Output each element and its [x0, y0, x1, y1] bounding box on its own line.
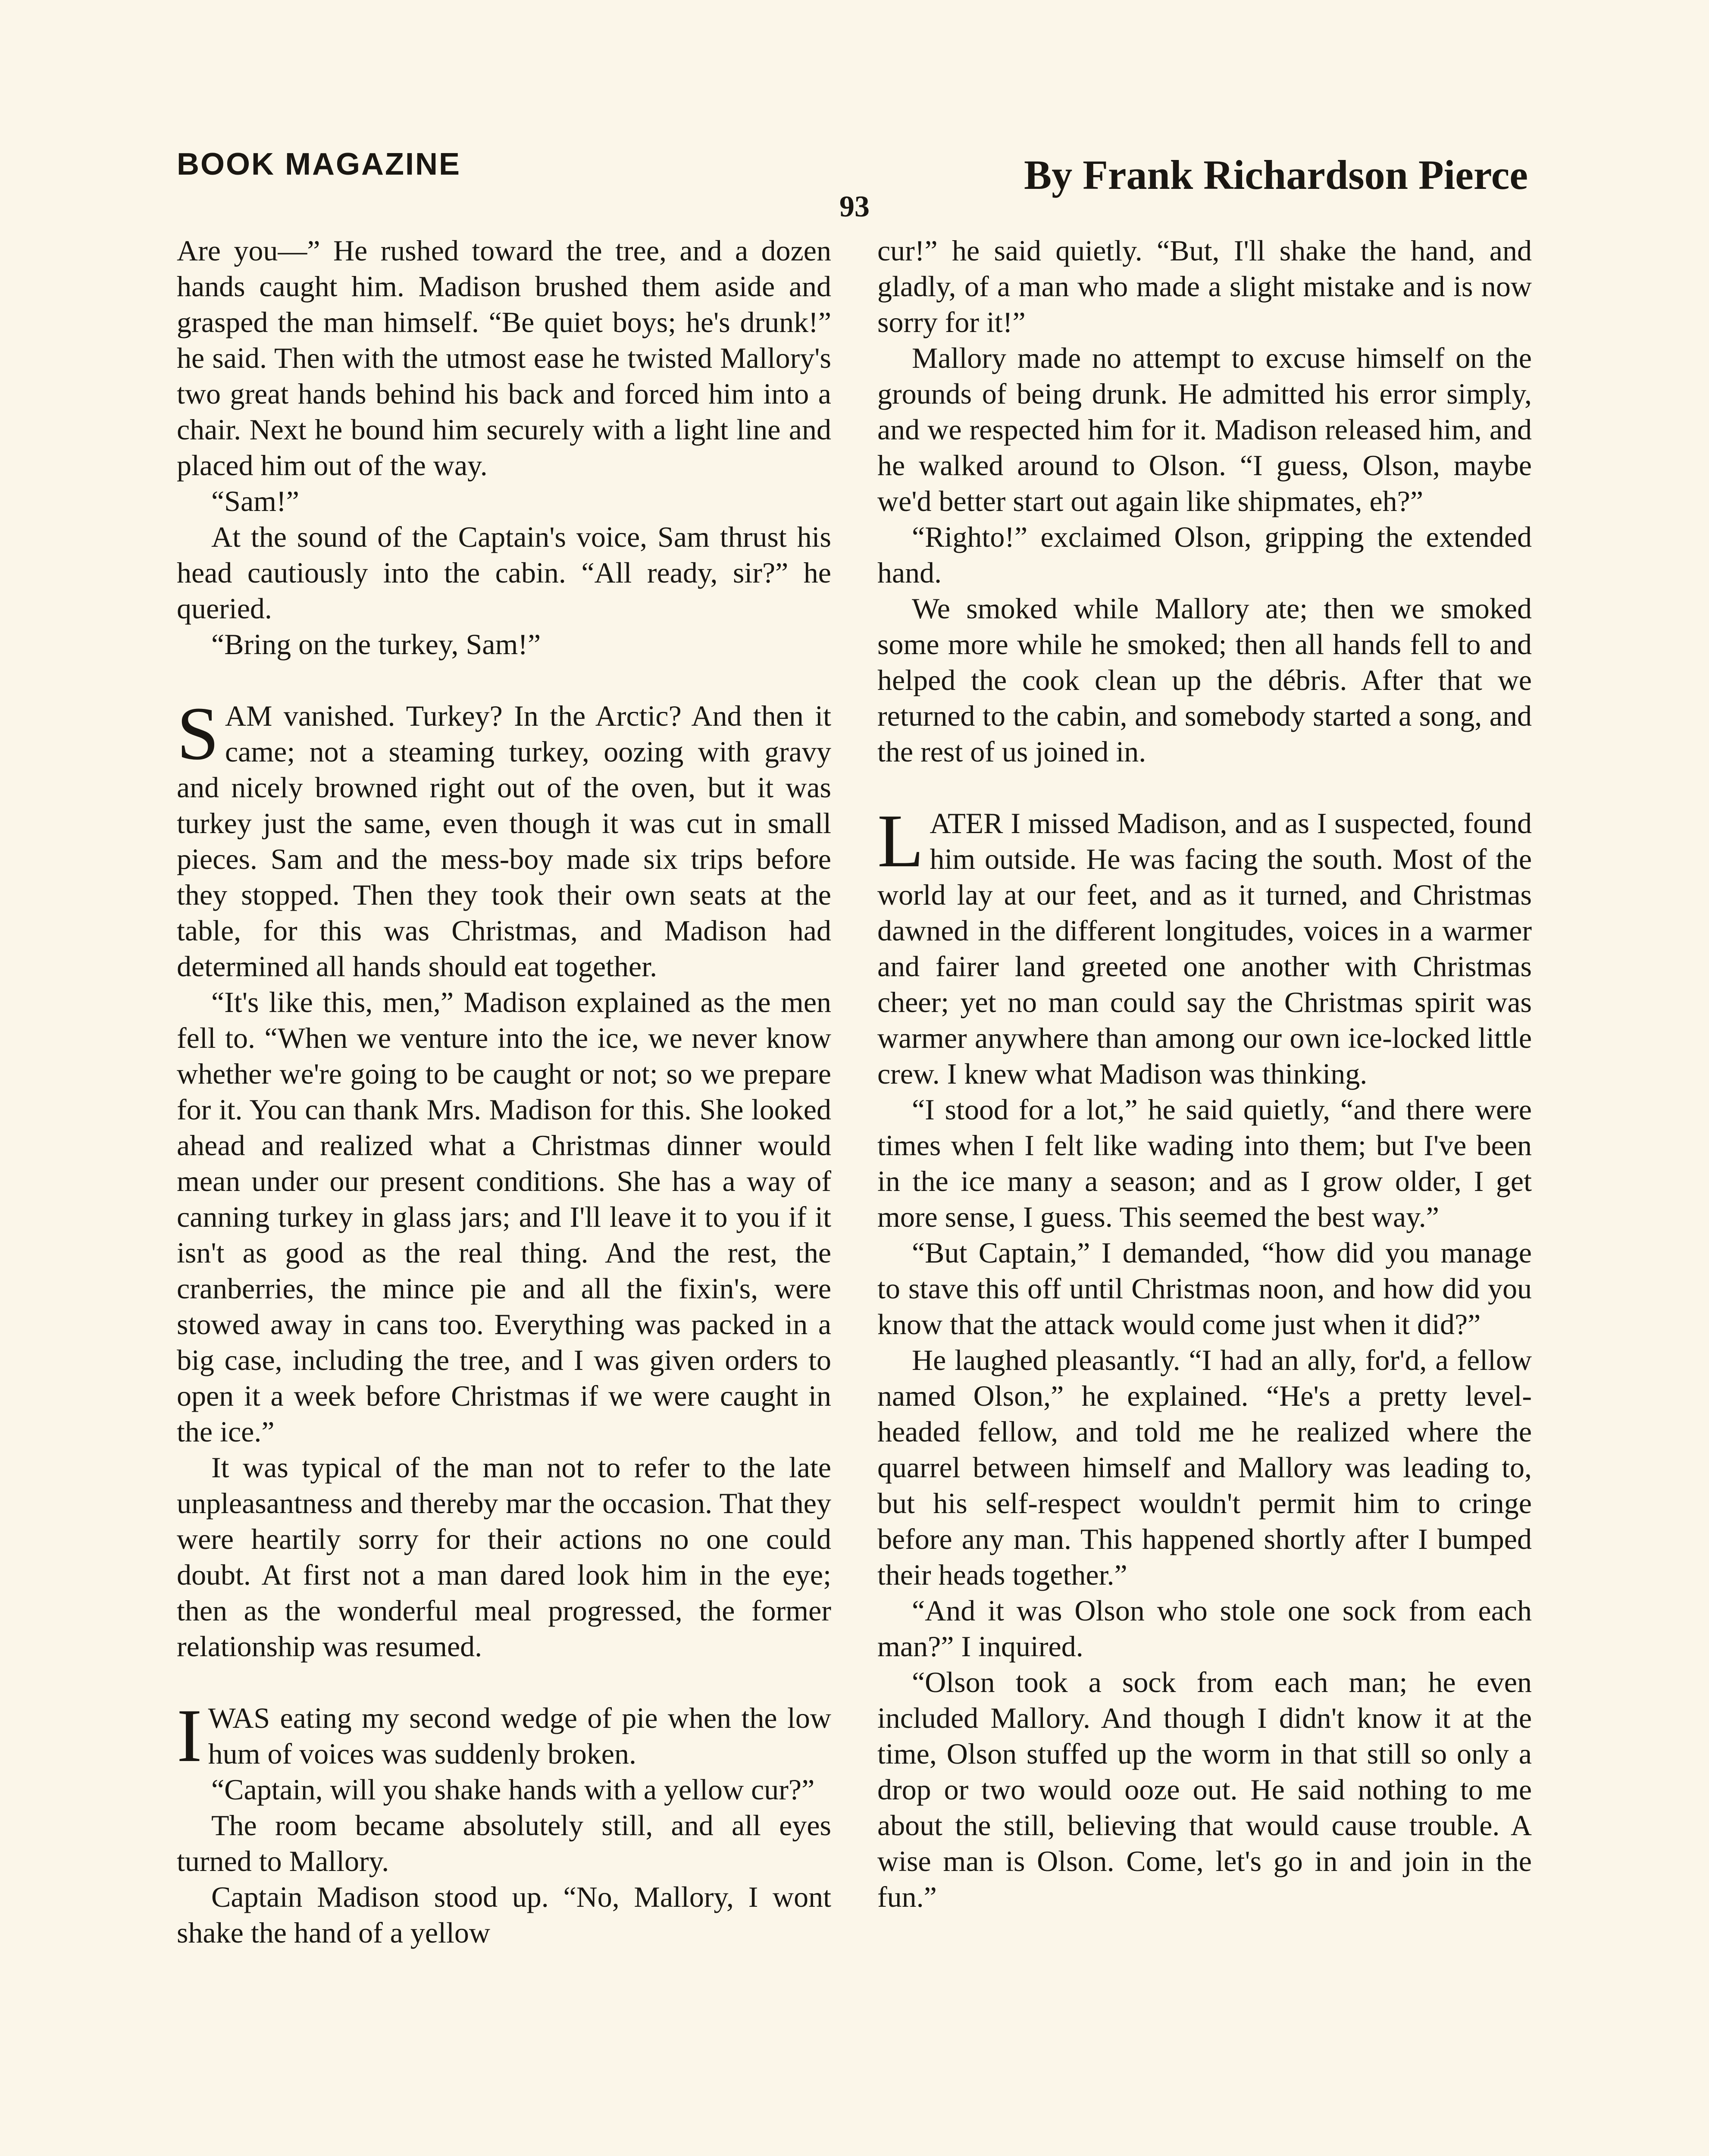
paragraph: “I stood for a lot,” he said quietly, “and there were times when I felt like wading into them; but I've been in the ice many a season; and as I grow older, I get more sense, I guess. This seemed the best way.”	[877, 1093, 1532, 1233]
section-paragraph	[877, 799, 1532, 1092]
right-column	[877, 233, 1532, 1915]
paragraph: “And it was Olson who stole one sock from each man?” I inquired.	[877, 1594, 1532, 1663]
paragraph: Mallory made no attempt to excuse himself on the grounds of being drunk. He admitted his error simply, and we respected him for it. Madison released him, and he walked around to Olson. “I guess, Olson, maybe we'd better start out again like shipmates, eh?”	[877, 342, 1532, 517]
paragraph-text: AM vanished. Turkey? In the Arctic? And then it came; not a steaming turkey, oozing with gravy and nicely browned right out of the oven, but it was turkey just the same, even though it was cut in small pieces. Sam and the mess-boy made six trips before they stopped. Then they took their own seats at the table, for this was Christmas, and Madison had determined all hands should eat together.	[177, 699, 831, 983]
section-paragraph	[177, 1694, 831, 1778]
paragraph: It was typical of the man not to refer to the late unpleasantness and thereby mar the occasion. That they were heartily sorry for their actions no one could doubt. At first not a man dared look him in the eye; then as the wonderful meal progressed, the former relationship was resumed.	[177, 1451, 831, 1663]
paragraph: “It's like this, men,” Madison explained as the men fell to. “When we venture into the ice, we never know whether we're going to be caught or not; so we prepare for it. You can thank Mrs. Madison for this. She looked ahead and realized what a Christmas dinner would mean under our present conditions. She has a way of canning turkey in glass jars; and I'll leave it to you if it isn't as good as the real thing. And the rest, the cranberries, the mince pie and all the fixin's, were stowed away in cans too. Everything was packed in a big case, including the tree, and I was given orders to open it a week before Christmas if we were caught in the ice.”	[177, 986, 831, 1448]
drop-cap: L	[877, 799, 924, 883]
section-paragraph	[177, 692, 831, 984]
magazine-title: BOOK MAGAZINE	[177, 147, 461, 182]
paragraph: Captain Madison stood up. “No, Mallory, I wont shake the hand of a yellow	[177, 1880, 831, 1949]
paragraph: “Righto!” exclaimed Olson, gripping the extended hand.	[877, 520, 1532, 589]
paragraph: Are you—” He rushed toward the tree, and a dozen hands caught him. Madison brushed them aside and grasped the man himself. “Be quiet boys; he's drunk!” he said. Then with the utmost ease he twisted Mallory's two great hands behind his back and forced him into a chair. Next he bound him securely with a light line and placed him out of the way.	[177, 234, 831, 482]
paragraph: “Olson took a sock from each man; he even included Mallory. And though I didn't know it at the time, Olson stuffed up the worm in that still so only a drop or two would ooze out. He said nothing to me about the still, believing that would cause trouble. A wise man is Olson. Come, let's go in and join in the fun.”	[877, 1666, 1532, 1913]
author-byline: By Frank Richardson Pierce	[1024, 152, 1528, 198]
paragraph-text: WAS eating my second wedge of pie when the low hum of voices was suddenly broken.	[208, 1702, 831, 1770]
page-number: 93	[839, 190, 870, 223]
paragraph: “Captain, will you shake hands with a yellow cur?”	[211, 1773, 815, 1806]
left-column	[177, 233, 831, 1951]
drop-cap: S	[177, 692, 219, 776]
paragraph: We smoked while Mallory ate; then we smoked some more while he smoked; then all hands fell to and helped the cook clean up the débris. After that we returned to the cabin, and somebody started a song, and the rest of us joined in.	[877, 592, 1532, 768]
paragraph: The room became absolutely still, and all eyes turned to Mallory.	[177, 1809, 831, 1877]
paragraph: “But Captain,” I demanded, “how did you manage to stave this off until Christmas noon, and how did you know that the attack would come just when it did?”	[877, 1236, 1532, 1341]
drop-cap: I	[177, 1694, 202, 1778]
paragraph: “Sam!”	[211, 485, 299, 517]
paragraph: cur!” he said quietly. “But, I'll shake the hand, and gladly, of a man who made a slight mistake and is now sorry for it!”	[877, 234, 1532, 338]
paragraph: At the sound of the Captain's voice, Sam thrust his head cautiously into the cabin. “All ready, sir?” he queried.	[177, 520, 831, 625]
paragraph: “Bring on the turkey, Sam!”	[211, 628, 541, 661]
paragraph: He laughed pleasantly. “I had an ally, for'd, a fellow named Olson,” he explained. “He's a pretty level-headed fellow, and told me he realized where the quarrel between himself and Mallory was leading to, but his self-respect wouldn't permit him to cringe before any man. This happened shortly after I bumped their heads together.”	[877, 1344, 1532, 1591]
paragraph-text: ATER I missed Madison, and as I suspected, found him outside. He was facing the south. Most of the world lay at our feet, and as it turned, and Christmas dawned in the different longitudes, voices in a warmer and fairer land greeted one another with Christmas cheer; yet no man could say the Christmas spirit was warmer anywhere than among our own ice-locked little crew. I knew what Madison was thinking.	[877, 807, 1532, 1090]
